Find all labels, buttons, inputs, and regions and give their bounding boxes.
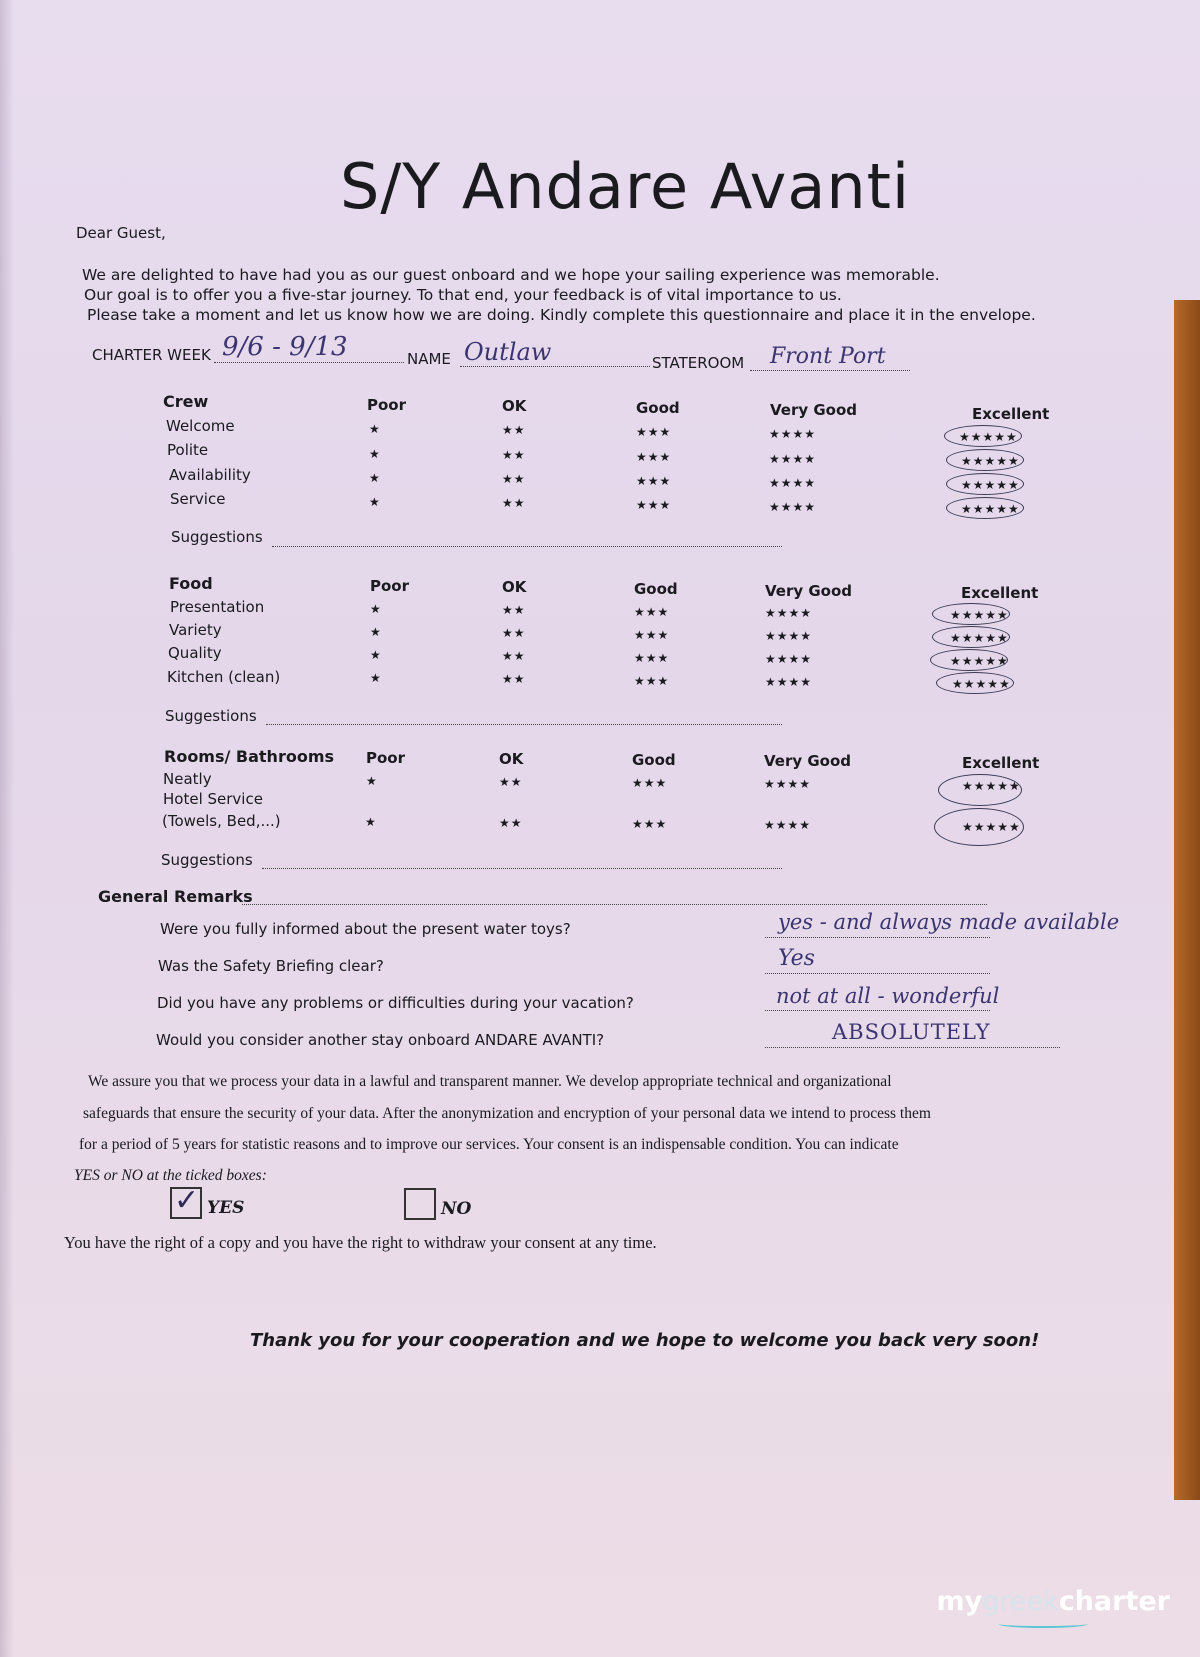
star-rating-4[interactable]: ★★★★: [769, 476, 817, 490]
rooms-row-neatly: Neatly: [163, 770, 212, 788]
crew-col-excellent: Excellent: [972, 405, 1050, 423]
star-rating-4[interactable]: ★★★★: [765, 675, 813, 689]
wave-icon: [998, 1620, 1088, 1628]
star-rating-3[interactable]: ★★★: [634, 628, 670, 642]
answer-line: [765, 1010, 990, 1011]
star-rating-5[interactable]: ★★★★★: [962, 820, 1021, 834]
answer-water-toys[interactable]: yes - and always made available: [778, 910, 1120, 934]
crew-row-welcome: Welcome: [166, 417, 235, 435]
stateroom-value[interactable]: Front Port: [770, 344, 886, 369]
star-rating-4[interactable]: ★★★★: [769, 452, 817, 466]
stateroom-label: STATEROOM: [652, 354, 745, 372]
selection-circle: [932, 626, 1010, 648]
crew-col-very-good: Very Good: [770, 401, 858, 419]
answer-line: [765, 1047, 1060, 1048]
intro-line-2: Our goal is to offer you a five-star journey. To that end, your feedback is of vital importance to us.: [84, 286, 842, 304]
food-col-excellent: Excellent: [961, 584, 1039, 602]
star-rating-5[interactable]: ★★★★★: [961, 502, 1020, 516]
crew-row-polite: Polite: [167, 441, 209, 459]
crew-suggestions-label: Suggestions: [171, 528, 263, 546]
rooms-col-poor: Poor: [366, 749, 406, 767]
star-rating-3[interactable]: ★★★: [636, 474, 672, 488]
star-rating-5[interactable]: ★★★★★: [959, 430, 1018, 444]
star-rating-4[interactable]: ★★★★: [765, 606, 813, 620]
selection-circle: [938, 774, 1022, 806]
star-rating-2[interactable]: ★★: [502, 626, 526, 640]
rooms-suggestions-label: Suggestions: [161, 851, 253, 869]
rooms-col-very-good: Very Good: [764, 752, 852, 770]
consent-yes-label: YES: [207, 1198, 245, 1218]
food-suggestions-line[interactable]: [266, 724, 782, 725]
crew-section-title: Crew: [163, 392, 209, 411]
selection-circle: [946, 449, 1024, 471]
crew-col-good: Good: [636, 399, 680, 417]
consent-no-checkbox[interactable]: [404, 1188, 436, 1220]
star-rating-4[interactable]: ★★★★: [764, 777, 812, 791]
intro-line-1: We are delighted to have had you as our guest onboard and we hope your sailing experience was memorable.: [82, 266, 940, 284]
food-col-good: Good: [634, 580, 678, 598]
star-rating-2[interactable]: ★★: [499, 816, 523, 830]
star-rating-3[interactable]: ★★★: [632, 817, 668, 831]
intro-line-3: Please take a moment and let us know how we are doing. Kindly complete this questionnaire and place it in the envelope.: [87, 306, 1036, 324]
star-rating-1[interactable]: ★: [370, 648, 382, 662]
star-rating-4[interactable]: ★★★★: [765, 629, 813, 643]
star-rating-3[interactable]: ★★★: [636, 450, 672, 464]
crew-col-poor: Poor: [367, 396, 407, 414]
rooms-col-good: Good: [632, 751, 676, 769]
food-row-variety: Variety: [169, 621, 222, 639]
privacy-line-3: for a period of 5 years for statistic reasons and to improve our services. Your consent is an indispensable condition. You can indicate: [79, 1136, 899, 1153]
star-rating-2[interactable]: ★★: [499, 775, 523, 789]
selection-circle: [934, 808, 1024, 846]
answer-safety-briefing[interactable]: Yes: [778, 946, 815, 971]
star-rating-4[interactable]: ★★★★: [764, 818, 812, 832]
food-row-presentation: Presentation: [170, 598, 265, 616]
name-label: NAME: [407, 350, 451, 368]
star-rating-3[interactable]: ★★★: [636, 425, 672, 439]
star-rating-4[interactable]: ★★★★: [769, 500, 817, 514]
greeting: Dear Guest,: [76, 224, 166, 242]
question-problems: Did you have any problems or difficulties during your vacation?: [157, 994, 634, 1012]
rooms-col-ok: OK: [499, 750, 524, 768]
star-rating-5[interactable]: ★★★★★: [961, 478, 1020, 492]
privacy-line-2: safeguards that ensure the security of your data. After the anonymization and encryption of your personal data we intend to process them: [83, 1105, 931, 1122]
selection-circle: [936, 672, 1014, 694]
selection-circle: [930, 649, 1008, 671]
food-row-quality: Quality: [168, 644, 222, 662]
star-rating-3[interactable]: ★★★: [634, 605, 670, 619]
question-safety-briefing: Was the Safety Briefing clear?: [158, 957, 384, 975]
rooms-col-excellent: Excellent: [962, 754, 1040, 772]
page-title: S/Y Andare Avanti: [340, 150, 911, 223]
privacy-line-1: We assure you that we process your data in a lawful and transparent manner. We develop appropriate technical and organizational: [88, 1073, 892, 1090]
star-rating-1[interactable]: ★: [369, 495, 381, 509]
check-mark-icon: ✓: [174, 1183, 200, 1218]
answer-line: [765, 937, 990, 938]
general-remarks-title: General Remarks: [98, 887, 253, 906]
crew-suggestions-line[interactable]: [272, 546, 782, 547]
star-rating-1[interactable]: ★: [370, 602, 382, 616]
question-another-stay: Would you consider another stay onboard ANDARE AVANTI?: [156, 1031, 605, 1049]
star-rating-3[interactable]: ★★★: [634, 674, 670, 688]
consent-yes-checkbox[interactable]: [170, 1183, 202, 1219]
star-rating-1[interactable]: ★: [365, 815, 377, 829]
privacy-line-4: YES or NO at the ticked boxes:: [74, 1167, 267, 1184]
star-rating-5[interactable]: ★★★★★: [961, 454, 1020, 468]
name-underline: [460, 366, 650, 367]
charter-week-value[interactable]: 9/6 - 9/13: [222, 332, 348, 362]
charter-week-underline: [214, 362, 404, 363]
answer-problems[interactable]: not at all - wonderful: [776, 984, 1000, 1008]
crew-row-service: Service: [170, 490, 226, 508]
star-rating-3[interactable]: ★★★: [632, 776, 668, 790]
consent-no-label: NO: [441, 1199, 472, 1219]
food-section-title: Food: [169, 574, 213, 593]
paper-edge-shadow: [0, 0, 14, 1657]
star-rating-1[interactable]: ★: [369, 471, 381, 485]
star-rating-2[interactable]: ★★: [502, 672, 526, 686]
star-rating-1[interactable]: ★: [369, 447, 381, 461]
mygreekcharter-logo: [936, 1586, 1170, 1617]
star-rating-5[interactable]: ★★★★★: [950, 631, 1009, 645]
answer-line: [765, 973, 990, 974]
food-suggestions-label: Suggestions: [165, 707, 257, 725]
selection-circle: [946, 473, 1024, 495]
star-rating-2[interactable]: ★★: [502, 649, 526, 663]
logo-text-charter: charter: [1058, 1586, 1170, 1617]
star-rating-2[interactable]: ★★: [502, 496, 526, 510]
thank-you-message: Thank you for your cooperation and we hope to welcome you back very soon!: [250, 1330, 1040, 1351]
charter-week-label: CHARTER WEEK: [92, 346, 211, 364]
star-rating-5[interactable]: ★★★★★: [950, 654, 1009, 668]
star-rating-1[interactable]: ★: [366, 774, 378, 788]
food-col-poor: Poor: [370, 577, 410, 595]
name-value[interactable]: Outlaw: [464, 338, 552, 366]
star-rating-2[interactable]: ★★: [502, 472, 526, 486]
star-rating-4[interactable]: ★★★★: [769, 427, 817, 441]
rooms-row-towels-bed: (Towels, Bed,...): [162, 812, 281, 830]
star-rating-1[interactable]: ★: [370, 625, 382, 639]
wooden-table-edge: [1174, 300, 1200, 1500]
star-rating-3[interactable]: ★★★: [634, 651, 670, 665]
star-rating-1[interactable]: ★: [369, 422, 381, 436]
food-col-ok: OK: [502, 578, 527, 596]
logo-text-greek: greek: [982, 1586, 1059, 1617]
logo-text-my: my: [936, 1586, 983, 1617]
star-rating-2[interactable]: ★★: [502, 603, 526, 617]
star-rating-2[interactable]: ★★: [502, 448, 526, 462]
answer-another-stay[interactable]: ABSOLUTELY: [832, 1020, 991, 1044]
star-rating-5[interactable]: ★★★★★: [952, 677, 1011, 691]
food-row-kitchen: Kitchen (clean): [167, 668, 281, 686]
question-water-toys: Were you fully informed about the present water toys?: [160, 920, 571, 938]
selection-circle: [946, 497, 1024, 519]
stateroom-underline: [750, 370, 910, 371]
star-rating-2[interactable]: ★★: [502, 423, 526, 437]
crew-row-availability: Availability: [169, 466, 251, 484]
crew-col-ok: OK: [502, 397, 527, 415]
star-rating-1[interactable]: ★: [370, 671, 382, 685]
selection-circle: [944, 425, 1022, 447]
food-col-very-good: Very Good: [765, 582, 853, 600]
consent-rights-text: You have the right of a copy and you have the right to withdraw your consent at any time.: [64, 1233, 657, 1252]
star-rating-4[interactable]: ★★★★: [765, 652, 813, 666]
rooms-section-title: Rooms/ Bathrooms: [164, 747, 335, 766]
general-remarks-line[interactable]: [242, 904, 987, 905]
star-rating-3[interactable]: ★★★: [636, 498, 672, 512]
star-rating-5[interactable]: ★★★★★: [962, 779, 1021, 793]
rooms-suggestions-line[interactable]: [262, 868, 782, 869]
rooms-row-hotel-service: Hotel Service: [163, 790, 263, 808]
selection-circle: [932, 603, 1010, 625]
star-rating-5[interactable]: ★★★★★: [950, 608, 1009, 622]
